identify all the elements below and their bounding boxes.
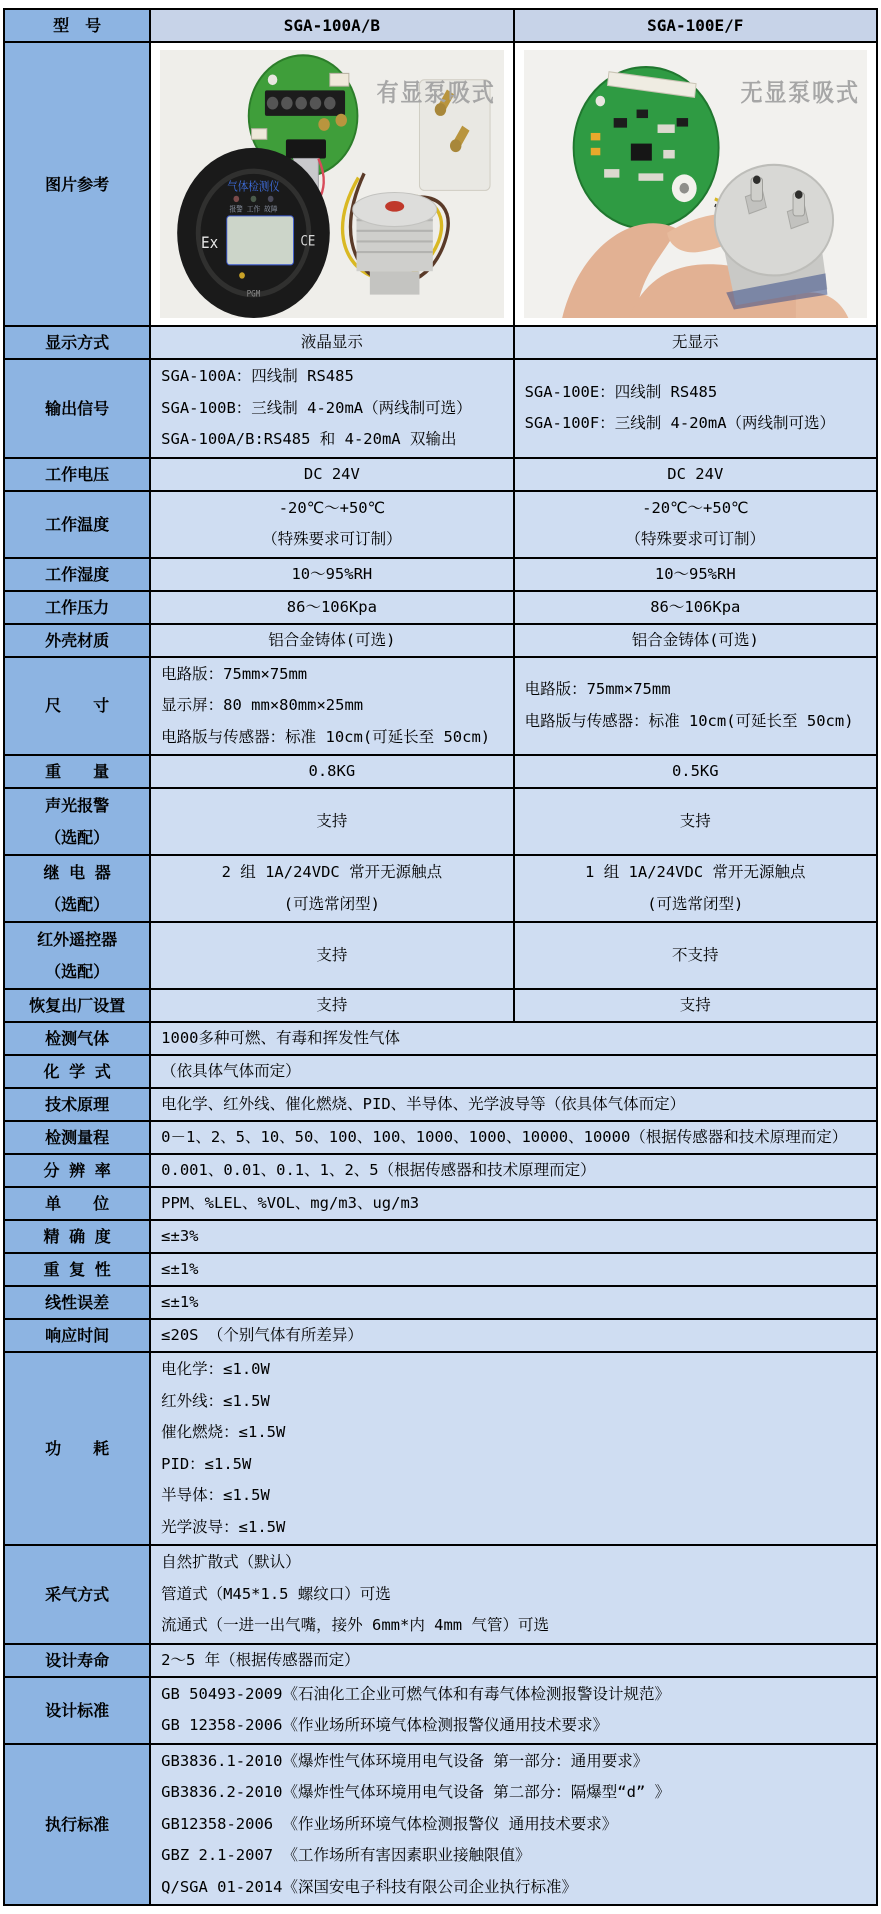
photo-cell-right xyxy=(514,42,877,326)
row-label-line: 尺 寸 xyxy=(45,696,110,716)
spec-value-line: （特殊要求可订制） xyxy=(625,530,766,548)
spec-value-line: SGA-100A/B:RS485 和 4-20mA 双输出 xyxy=(161,430,457,448)
row-label xyxy=(4,1154,150,1187)
spec-row xyxy=(4,326,877,359)
spec-row xyxy=(4,1319,877,1352)
spec-row xyxy=(4,657,877,756)
spec-value-cell xyxy=(150,1545,877,1644)
spec-value-line: PID：≤1.5W xyxy=(161,1454,252,1473)
row-label xyxy=(4,922,150,989)
spec-row xyxy=(4,1088,877,1121)
row-label-line: 技术原理 xyxy=(45,1095,110,1114)
spec-value-line: DC 24V xyxy=(667,464,724,483)
row-label-line: （选配） xyxy=(45,961,110,981)
row-label-line: 单 位 xyxy=(45,1194,110,1213)
spec-value-line: Q/SGA 01-2014《深国安电子科技有限公司企业执行标准》 xyxy=(161,1877,577,1896)
pgm-label: PGM xyxy=(246,288,261,299)
row-label xyxy=(4,1253,150,1286)
spec-value-line: (可选常闭型) xyxy=(283,894,380,913)
row-label xyxy=(4,657,150,756)
spec-row xyxy=(4,558,877,591)
spec-value-line: （依具体气体而定） xyxy=(161,1062,301,1080)
row-label-line: 工作压力 xyxy=(45,597,110,617)
spec-value-cell xyxy=(150,788,513,855)
spec-value-cell xyxy=(150,1319,877,1352)
spec-value-cell xyxy=(150,755,513,788)
row-label-line: 功 耗 xyxy=(45,1439,110,1458)
spec-value-line: SGA-100E：四线制 RS485 xyxy=(524,382,718,401)
spec-value-cell xyxy=(150,558,513,591)
spec-value-line: 管道式（M45*1.5 螺纹口）可选 xyxy=(161,1584,391,1603)
spec-value-cell xyxy=(514,359,877,458)
spec-row xyxy=(4,1644,877,1677)
photo-row-label xyxy=(4,42,150,326)
spec-value-line: SGA-100B：三线制 4-20mA（两线制可选） xyxy=(161,398,472,417)
spec-row xyxy=(4,1220,877,1253)
header-row xyxy=(4,9,877,42)
spec-value-cell xyxy=(514,657,877,756)
row-label-line: 采气方式 xyxy=(45,1584,110,1604)
spec-value-line: PPM、%LEL、%VOL、mg/m3、ug/m3 xyxy=(161,1194,420,1212)
spec-row xyxy=(4,1154,877,1187)
spec-value-cell xyxy=(150,591,513,624)
spec-row xyxy=(4,359,877,458)
row-label xyxy=(4,1088,150,1121)
spec-value-cell xyxy=(514,755,877,788)
row-label xyxy=(4,989,150,1022)
row-label xyxy=(4,591,150,624)
row-label-line: 声光报警 xyxy=(45,796,110,815)
row-label-line: 重 复 性 xyxy=(43,1260,111,1279)
spec-row xyxy=(4,855,877,922)
spec-value-line: 1 组 1A/24VDC 常开无源触点 xyxy=(585,863,806,881)
spec-value-line: GB 50493-2009《石油化工企业可燃气体和有毒气体检测报警设计规范》 xyxy=(161,1684,670,1703)
spec-value-cell xyxy=(514,491,877,558)
spec-value-cell xyxy=(150,326,513,359)
row-label xyxy=(4,788,150,855)
row-label-line: 恢复出厂设置 xyxy=(29,996,126,1015)
model-header-text: 型 号 xyxy=(53,16,102,35)
spec-row xyxy=(4,1352,877,1545)
spec-value-line: 支持 xyxy=(679,996,711,1014)
spec-value-line: 86～106Kpa xyxy=(286,597,377,616)
spec-row xyxy=(4,1022,877,1055)
spec-value-cell xyxy=(150,1022,877,1055)
row-label-line: 响应时间 xyxy=(45,1326,110,1345)
spec-value-cell xyxy=(150,1088,877,1121)
spec-value-line: 10～95%RH xyxy=(654,564,736,583)
row-label-line: 化 学 式 xyxy=(43,1062,111,1081)
spec-row xyxy=(4,989,877,1022)
spec-row xyxy=(4,1253,877,1286)
row-label-line: 设计标准 xyxy=(45,1700,110,1720)
row-label-line: 显示方式 xyxy=(45,333,110,352)
right-photo-graphic xyxy=(524,50,867,318)
spec-row xyxy=(4,922,877,989)
spec-value-cell xyxy=(150,1154,877,1187)
spec-value-line: 0.001、0.01、0.1、1、2、5（根据传感器和技术原理而定） xyxy=(161,1161,596,1179)
detector-led-labels: 报警 工作 故障 xyxy=(229,204,278,214)
spec-value-line: 0.5KG xyxy=(671,762,719,780)
spec-value-line: 铝合金铸体(可选) xyxy=(631,630,759,649)
spec-value-line: 液晶显示 xyxy=(300,333,363,351)
spec-value-line: 显示屏：80 mm×80mm×25mm xyxy=(161,696,364,714)
spec-value-line: -20℃～+50℃ xyxy=(642,498,749,517)
row-label-line: 外壳材质 xyxy=(45,630,110,650)
ex-mark: Ex xyxy=(201,233,219,253)
spec-value-cell xyxy=(514,591,877,624)
row-label-line: 精 确 度 xyxy=(43,1227,111,1246)
spec-value-line: 铝合金铸体(可选) xyxy=(268,630,396,649)
detector-brand-text: 气体检测仪 xyxy=(227,179,280,194)
spec-value-line: 不支持 xyxy=(672,946,719,964)
spec-value-cell xyxy=(150,1055,877,1088)
spec-row xyxy=(4,1286,877,1319)
spec-value-line: 支持 xyxy=(679,812,711,830)
spec-row xyxy=(4,1545,877,1644)
spec-value-line: 1000多种可燃、有毒和挥发性气体 xyxy=(161,1029,400,1047)
spec-row xyxy=(4,788,877,855)
row-label-line: 执行标准 xyxy=(45,1814,110,1834)
spec-value-line: -20℃～+50℃ xyxy=(278,498,386,517)
model-a-text: SGA-100A/B xyxy=(283,16,381,35)
spec-value-cell xyxy=(150,359,513,458)
spec-value-line: ≤±3% xyxy=(161,1227,199,1245)
spec-value-cell xyxy=(150,1677,877,1744)
spec-value-line: 自然扩散式（默认） xyxy=(161,1553,301,1571)
spec-value-cell xyxy=(150,1187,877,1220)
spec-value-line: （特殊要求可订制） xyxy=(262,530,402,548)
spec-value-line: 红外线：≤1.5W xyxy=(161,1391,270,1410)
row-label xyxy=(4,1545,150,1644)
row-label xyxy=(4,624,150,657)
row-label xyxy=(4,1121,150,1154)
spec-value-line: ≤±1% xyxy=(161,1260,199,1278)
spec-row xyxy=(4,458,877,491)
right-product-photo xyxy=(524,50,867,318)
spec-value-line: 0.8KG xyxy=(308,762,356,780)
spec-value-line: 0－1、2、5、10、50、100、100、1000、1000、10000、10000（根据传感器和技术原理而定） xyxy=(161,1128,848,1146)
spec-row xyxy=(4,491,877,558)
spec-row xyxy=(4,591,877,624)
spec-value-line: 支持 xyxy=(316,812,348,830)
model-b-header xyxy=(514,9,877,42)
spec-value-line: 流通式（一进一出气嘴，接外 6mm*内 4mm 气管）可选 xyxy=(161,1616,549,1634)
spec-value-cell xyxy=(150,1352,877,1545)
spec-value-cell xyxy=(150,458,513,491)
row-label xyxy=(4,458,150,491)
spec-value-line: 2 组 1A/24VDC 常开无源触点 xyxy=(221,863,443,881)
spec-value-line: ≤20S （个别气体有所差异） xyxy=(161,1326,363,1344)
row-label-line: 红外遥控器 xyxy=(37,930,118,949)
spec-value-line: ≤±1% xyxy=(161,1293,199,1311)
spec-value-line: 无显示 xyxy=(672,333,719,351)
spec-row xyxy=(4,1121,877,1154)
row-label-line: 分 辨 率 xyxy=(43,1161,111,1180)
row-label-line: （选配） xyxy=(45,827,110,847)
row-label-line: 设计寿命 xyxy=(45,1650,110,1670)
model-b-text: SGA-100E/F xyxy=(647,16,744,35)
spec-value-cell xyxy=(514,458,877,491)
left-product-photo xyxy=(160,50,503,318)
spec-row xyxy=(4,1677,877,1744)
model-header-label xyxy=(4,9,150,42)
spec-value-cell xyxy=(150,1220,877,1253)
row-label xyxy=(4,755,150,788)
photo-cell-left xyxy=(150,42,513,326)
spec-value-line: GB3836.1-2010《爆炸性气体环境用电气设备 第一部分：通用要求》 xyxy=(161,1751,649,1770)
photo-row xyxy=(4,42,877,326)
spec-value-line: 电路版：75mm×75mm xyxy=(524,680,671,699)
left-watermark-text: 有显泵吸式 xyxy=(376,78,496,108)
row-label xyxy=(4,558,150,591)
row-label xyxy=(4,1352,150,1545)
row-label xyxy=(4,1187,150,1220)
row-label-line: 重 量 xyxy=(45,762,110,781)
row-label xyxy=(4,1677,150,1744)
spec-value-cell xyxy=(514,989,877,1022)
row-label-line: 检测量程 xyxy=(45,1128,110,1147)
spec-value-cell xyxy=(514,855,877,922)
spec-value-cell xyxy=(514,558,877,591)
spec-value-line: 催化燃烧：≤1.5W xyxy=(161,1423,286,1441)
spec-value-line: DC 24V xyxy=(303,464,360,483)
model-a-header xyxy=(150,9,513,42)
spec-value-line: 电路版与传感器：标准 10cm(可延长至 50cm) xyxy=(524,711,854,730)
left-photo-graphic xyxy=(160,50,503,318)
row-label xyxy=(4,326,150,359)
spec-row xyxy=(4,624,877,657)
row-label xyxy=(4,1286,150,1319)
spec-value-line: 电路版：75mm×75mm xyxy=(161,664,308,683)
spec-table xyxy=(3,8,878,1906)
spec-value-cell xyxy=(150,491,513,558)
spec-value-cell xyxy=(150,1121,877,1154)
row-label xyxy=(4,855,150,922)
spec-value-line: 电路版与传感器：标准 10cm(可延长至 50cm) xyxy=(161,727,491,746)
row-label xyxy=(4,1220,150,1253)
row-label xyxy=(4,491,150,558)
spec-value-line: SGA-100A：四线制 RS485 xyxy=(161,367,354,385)
spec-value-line: 支持 xyxy=(316,946,348,964)
spec-value-line: 半导体：≤1.5W xyxy=(161,1486,270,1504)
spec-value-line: SGA-100F：三线制 4-20mA（两线制可选） xyxy=(524,414,836,433)
spec-value-cell xyxy=(150,657,513,756)
spec-value-cell xyxy=(150,1286,877,1319)
spec-value-line: 光学波导：≤1.5W xyxy=(161,1517,286,1536)
spec-value-line: (可选常闭型) xyxy=(647,894,744,913)
spec-value-line: GB3836.2-2010《爆炸性气体环境用电气设备 第二部分：隔爆型“d” 》 xyxy=(161,1783,671,1801)
spec-value-cell xyxy=(150,624,513,657)
spec-value-cell xyxy=(150,922,513,989)
spec-value-cell xyxy=(150,989,513,1022)
spec-value-cell xyxy=(514,788,877,855)
spec-value-cell xyxy=(150,1253,877,1286)
ce-mark: CE xyxy=(300,234,316,250)
spec-value-line: 86～106Kpa xyxy=(650,597,741,616)
row-label-line: （选配） xyxy=(45,894,110,914)
row-label-line: 输出信号 xyxy=(45,398,110,418)
row-label-line: 线性误差 xyxy=(45,1293,110,1312)
row-label-line: 继 电 器 xyxy=(43,863,111,882)
spec-row xyxy=(4,755,877,788)
row-label xyxy=(4,359,150,458)
spec-row xyxy=(4,1055,877,1088)
spec-value-line: 支持 xyxy=(316,996,348,1014)
spec-value-line: 2～5 年（根据传感器而定） xyxy=(161,1650,360,1669)
spec-value-cell xyxy=(514,326,877,359)
row-label xyxy=(4,1319,150,1352)
spec-row xyxy=(4,1187,877,1220)
row-label-line: 工作温度 xyxy=(45,514,110,534)
spec-value-cell xyxy=(514,624,877,657)
spec-value-line: 10～95%RH xyxy=(291,564,373,583)
photo-row-label-text: 图片参考 xyxy=(45,174,110,194)
spec-value-line: GB12358-2006 《作业场所环境气体检测报警仪 通用技术要求》 xyxy=(161,1814,618,1833)
row-label-line: 工作湿度 xyxy=(45,564,110,584)
spec-value-line: 电化学、红外线、催化燃烧、PID、半导体、光学波导等（依具体气体而定） xyxy=(161,1095,686,1113)
right-watermark-text: 无显泵吸式 xyxy=(740,78,860,108)
spec-value-line: GBZ 2.1-2007 《工作场所有害因素职业接触限值》 xyxy=(161,1846,531,1864)
spec-value-cell xyxy=(150,1644,877,1677)
spec-value-cell xyxy=(514,922,877,989)
spec-value-line: GB 12358-2006《作业场所环境气体检测报警仪通用技术要求》 xyxy=(161,1716,608,1734)
row-label-line: 工作电压 xyxy=(45,464,110,484)
row-label xyxy=(4,1644,150,1677)
row-label-line: 检测气体 xyxy=(45,1029,110,1048)
spec-value-line: 电化学：≤1.0W xyxy=(161,1360,270,1378)
spec-value-cell xyxy=(150,855,513,922)
row-label xyxy=(4,1022,150,1055)
row-label xyxy=(4,1055,150,1088)
